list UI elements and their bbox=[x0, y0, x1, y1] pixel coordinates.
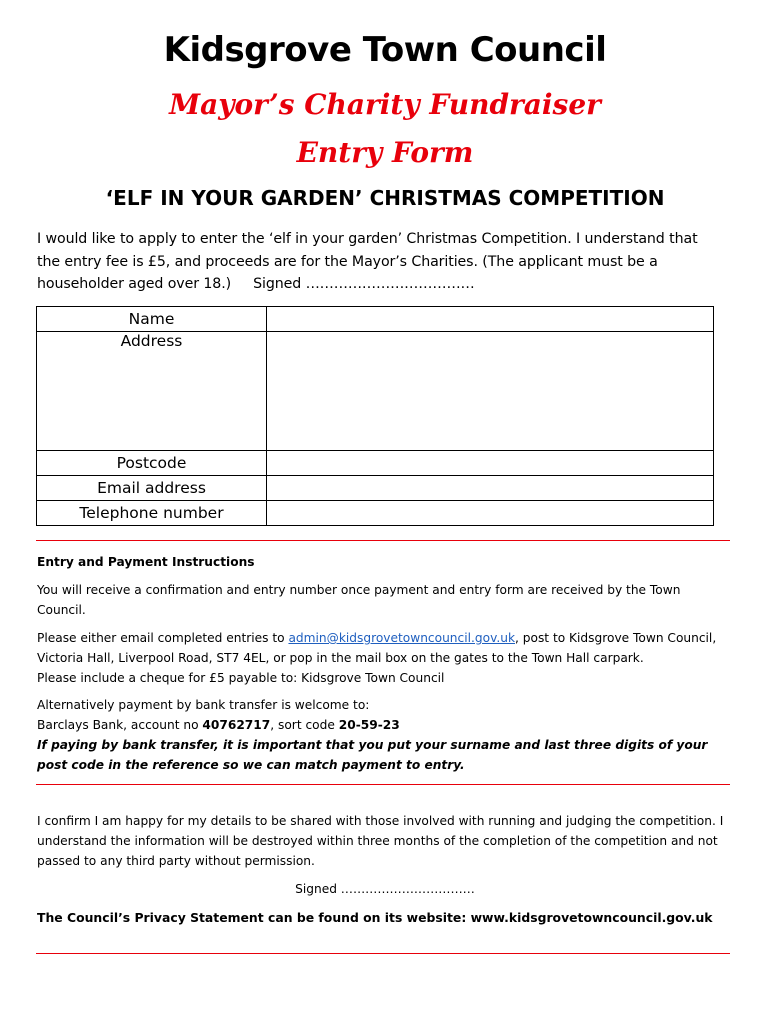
instructions-heading: Entry and Payment Instructions bbox=[37, 555, 255, 569]
name-label: Name bbox=[37, 307, 267, 332]
intro-signature-line[interactable]: Signed ……………………………… bbox=[253, 276, 475, 292]
entry-form-subtitle: Entry Form bbox=[296, 136, 474, 169]
consent-signature-line[interactable]: Signed …………………………… bbox=[295, 882, 475, 896]
address-field[interactable] bbox=[267, 332, 714, 451]
intro-line-3: householder aged over 18.) bbox=[37, 276, 232, 292]
email-label: Email address bbox=[37, 476, 267, 501]
sort-code-text: , sort code bbox=[270, 718, 339, 732]
submission-text-before: Please either email completed entries to bbox=[37, 631, 289, 645]
name-field[interactable] bbox=[267, 307, 714, 332]
divider-3 bbox=[36, 953, 730, 954]
sort-code: 20-59-23 bbox=[338, 718, 400, 732]
submission-paragraph bbox=[37, 628, 733, 688]
bank-transfer-paragraph bbox=[37, 695, 733, 775]
postcode-label: Postcode bbox=[37, 451, 267, 476]
council-title: Kidsgrove Town Council bbox=[163, 30, 607, 70]
intro-line-1: I would like to apply to enter the ‘elf in your garden’ Christmas Competition. I understand that bbox=[37, 231, 698, 247]
intro-paragraph bbox=[37, 228, 737, 296]
intro-line-2: the entry fee is £5, and proceeds are for the Mayor’s Charities. (The applicant must be a bbox=[37, 253, 658, 270]
telephone-label: Telephone number bbox=[37, 501, 267, 526]
divider-2 bbox=[36, 784, 730, 785]
admin-email-link[interactable]: admin@kidsgrovetowncouncil.gov.uk bbox=[288, 631, 515, 645]
postcode-field[interactable] bbox=[267, 451, 714, 476]
fundraiser-subtitle: Mayor’s Charity Fundraiser bbox=[169, 88, 601, 121]
consent-paragraph: I confirm I am happy for my details to be shared with those involved with running and judging the competition. I understand the information will be destroyed within three months of the completion of the competition and not passed to any third party without permission. bbox=[37, 814, 724, 868]
confirmation-paragraph: You will receive a confirmation and entry number once payment and entry form are received by the Town Council. bbox=[37, 583, 681, 617]
bank-transfer-intro: Alternatively payment by bank transfer is welcome to: bbox=[37, 698, 370, 712]
submission-text-after: , post to Kidsgrove Town Council, Victoria Hall, Liverpool Road, ST7 4EL, or pop in the mail box on the gates to the Town Hall carpark. bbox=[37, 631, 717, 665]
applicant-details-table bbox=[36, 306, 714, 526]
bank-name-text: Barclays Bank, account no bbox=[37, 718, 203, 732]
account-number: 40762717 bbox=[202, 718, 271, 732]
bank-reference-note: If paying by bank transfer, it is important that you put your surname and last three digits of your post code in the reference so we can match payment to entry. bbox=[37, 738, 708, 772]
divider-1 bbox=[36, 540, 730, 541]
telephone-field[interactable] bbox=[267, 501, 714, 526]
competition-heading: ‘ELF IN YOUR GARDEN’ CHRISTMAS COMPETITION bbox=[105, 186, 665, 210]
privacy-statement: The Council’s Privacy Statement can be found on its website: www.kidsgrovetowncouncil.gov.uk bbox=[37, 910, 713, 925]
email-field[interactable] bbox=[267, 476, 714, 501]
address-label: Address bbox=[37, 332, 267, 451]
cheque-text: Please include a cheque for £5 payable to: Kidsgrove Town Council bbox=[37, 671, 445, 685]
